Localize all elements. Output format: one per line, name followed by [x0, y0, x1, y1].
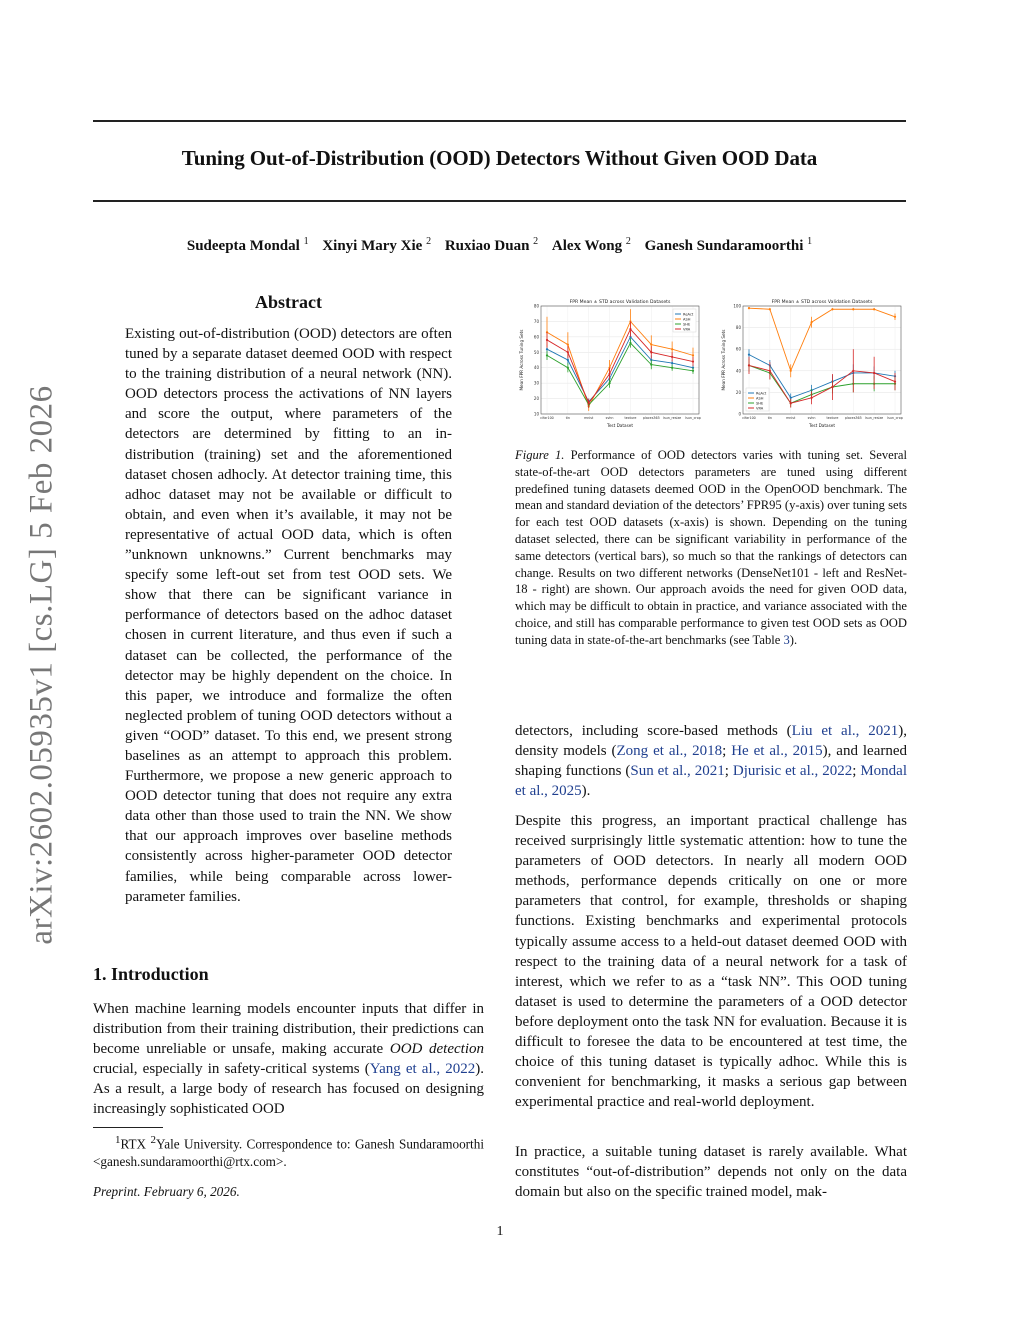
- body-text: detectors, including score-based methods (: [515, 723, 792, 739]
- x-tick-label: texture: [624, 416, 637, 420]
- author: [322, 238, 431, 254]
- footnote: [93, 1131, 484, 1171]
- data-point: [692, 360, 694, 362]
- figure-label: Figure 1.: [515, 448, 565, 462]
- data-point: [810, 397, 812, 399]
- body-paragraph: In practice, a suitable tuning dataset is rarely available. What constitutes “out-of-distribution” depends not only on the data domain but also on the specific trained model, mak-: [515, 1144, 907, 1201]
- data-point: [748, 307, 750, 309]
- data-point: [567, 343, 569, 345]
- author: [645, 238, 813, 254]
- legend-label: ReAct: [683, 312, 694, 317]
- legend-label: SHE: [683, 322, 691, 327]
- body-text: ), and learned shaping functions (: [515, 743, 908, 780]
- legend-label: ReAct: [756, 391, 767, 396]
- legend-label: ASH: [683, 317, 691, 322]
- author-name: Xinyi Mary Xie: [322, 238, 423, 254]
- author-affiliation: 2: [426, 236, 432, 247]
- footnote-sup: 2: [150, 1134, 157, 1146]
- data-point: [692, 354, 694, 356]
- body-text: ;: [722, 743, 732, 760]
- x-tick-label: mnist: [786, 416, 796, 420]
- data-point: [546, 354, 548, 356]
- y-tick-label: 0: [738, 411, 741, 417]
- intro-text: ). As a result, a large body of research has focused on designing increasingly sophisticated OOD: [93, 1061, 485, 1118]
- x-tick-label: lsun_resize: [865, 416, 884, 420]
- author: [552, 238, 631, 254]
- title-bottom-rule: [93, 200, 906, 202]
- citation-link[interactable]: Mondal et al., 2025: [515, 763, 908, 800]
- figure-1: [515, 296, 907, 444]
- chart-title: FPR Mean ± STD across Validation Datasets: [771, 300, 873, 305]
- data-point: [650, 364, 652, 366]
- author: [187, 238, 309, 254]
- data-point: [831, 386, 833, 388]
- y-tick-label: 20: [533, 396, 539, 402]
- data-point: [567, 367, 569, 369]
- author-affiliation: 1: [807, 236, 813, 247]
- data-point: [629, 328, 631, 330]
- table-ref-link[interactable]: 3: [783, 632, 790, 647]
- body-text: ;: [852, 763, 861, 780]
- footnote-text: RTX: [120, 1136, 151, 1152]
- footnote-rule: [93, 1127, 163, 1128]
- citation-link[interactable]: He et al., 2015: [731, 743, 823, 760]
- series-line: [749, 308, 895, 371]
- footnote-sup: 1: [115, 1134, 121, 1146]
- body-paragraph: Despite this progress, an important practical challenge has received surprisingly little systematic attention: how to tune the parameters of OOD detectors. In nearly all modern OOD methods, performance depends critically on one or more parameters that control, for example, thresholds or shaping functions. Existing benchmarks and experimental protocols typically assume access to a held-out dataset deemed OOD with respect to the training data of a neural network for a task of interest, which we refer to as a “task NN”. This OOD tuning dataset is used to determine the parameters of a OOD detector before deployment onto the task NN for evaluation. Because it is difficult to foresee the data to be encountered at test time, the choice of this tuning dataset is typically adhoc. While this is convenient for benchmarking, it masks a serious gap between experimental practice and real-world deployment.: [515, 813, 907, 1111]
- y-tick-label: 10: [533, 411, 539, 417]
- y-axis-label: Mean FPR Across Tuning Sets: [721, 329, 726, 391]
- x-tick-label: svhn: [807, 416, 816, 420]
- x-tick-label: tin: [565, 416, 571, 420]
- y-tick-label: 50: [533, 349, 539, 355]
- footnote-text: Yale University. Correspondence to: Ganesh Sundaramoorthi <ganesh.sundaramoorthi@rtx.com>.: [93, 1136, 484, 1170]
- legend-label: VRA: [683, 327, 691, 332]
- data-point: [671, 362, 673, 364]
- data-point: [671, 356, 673, 358]
- data-point: [852, 308, 854, 310]
- x-tick-label: tin: [767, 416, 773, 420]
- data-point: [894, 381, 896, 383]
- x-tick-label: lsun_crop: [887, 416, 903, 420]
- abstract-body: Existing out-of-distribution (OOD) detectors are often tuned by a separate dataset deemed OOD with respect to the training distribution of a neural network (NN). OOD detectors process the activations of NN layers and score the output, where parameters of the detectors are determined by fitting to an in-distribution (training) set and the aforementioned dataset chosen adhocly. At detector training time, this adhoc dataset may not be available or difficult to obtain, and even when it’s available, it may not be representative of actual OOD data, which is often ”unknown unknowns.” Current benchmarks may specify some left-out set from test OOD sets. We show that there can be significant variance in performance of detectors based on the adhoc dataset chosen in current literature, and thus even if such a dataset can be collected, the performance of the detector may be highly dependent on the choice. In this paper, we introduce and formalize the often neglected problem of tuning OOD detectors without a given “OOD” dataset. To this end, we present strong baselines as an attempt to approach this problem. Furthermore, we propose a new generic approach to OOD detector tuning that does not require any extra data other than those used to train the NN. We show that our approach improves over baseline methods consistently across higher-parameter OOD detector families, while being comparable across lower-parameter families.: [125, 326, 452, 905]
- paper-title: Tuning Out-of-Distribution (OOD) Detectors Without Given OOD Data: [181, 146, 818, 170]
- data-point: [608, 382, 610, 384]
- y-tick-label: 60: [735, 346, 741, 352]
- author-name: Alex Wong: [551, 238, 623, 254]
- data-point: [873, 372, 875, 374]
- citation-link[interactable]: Djurisic et al., 2022: [732, 763, 853, 780]
- author-name: Sudeepta Mondal: [186, 238, 300, 254]
- intro-paragraph: [93, 999, 484, 1120]
- x-tick-label: texture: [826, 416, 839, 420]
- y-tick-label: 40: [735, 368, 741, 374]
- data-point: [567, 359, 569, 361]
- chart-title: FPR Mean ± STD across Validation Datasets: [569, 300, 671, 305]
- x-tick-label: places365: [642, 416, 660, 420]
- author: [445, 238, 538, 254]
- x-tick-label: places365: [844, 416, 862, 420]
- y-tick-label: 40: [533, 365, 539, 371]
- x-tick-label: cifar100: [742, 416, 756, 420]
- citation-link[interactable]: Zong et al., 2018: [616, 743, 723, 760]
- author-name: Ganesh Sundaramoorthi: [644, 238, 804, 254]
- data-point: [831, 308, 833, 310]
- data-point: [790, 402, 792, 404]
- data-point: [810, 321, 812, 323]
- legend-label: ASH: [756, 396, 764, 401]
- y-tick-label: 60: [533, 334, 539, 340]
- data-point: [692, 370, 694, 372]
- author-name: Ruxiao Duan: [444, 238, 530, 254]
- y-tick-label: 80: [533, 303, 539, 309]
- x-axis-label: Test Dataset: [809, 423, 835, 428]
- page-number: 1: [496, 1224, 504, 1239]
- y-tick-label: 30: [533, 380, 539, 386]
- data-point: [748, 354, 750, 356]
- chart-resnet: [717, 296, 907, 444]
- data-point: [588, 402, 590, 404]
- author-affiliation: 1: [303, 236, 309, 247]
- legend-label: SHE: [756, 401, 764, 406]
- data-point: [873, 308, 875, 310]
- chart-densenet: [515, 296, 705, 444]
- data-point: [629, 342, 631, 344]
- y-tick-label: 70: [533, 318, 539, 324]
- citation-link[interactable]: Yang et al., 2022: [369, 1061, 476, 1078]
- figure-caption-text: Performance of OOD detectors varies with tuning set. Several state-of-the-art OOD detectors parameters are tuned using different predefined tuning datasets deemed OOD in the OpenOOD benchmark. The mean and standard deviation of the detectors’ FPR95 (y-axis) over tuning sets for each test OOD datasets (x-axis) is shown. Depending on the tuning dataset selected, there can be significant variability in performance of the same detectors (vertical bars), so much so that the rankings of detectors can change. Results on two different networks (DenseNet101 - left and ResNet-18 - right) are shown. Our approach avoids the need for given OOD data, which may be difficult to obtain in practice, and variance associated with the choice, and still has comparable performance to given test OOD sets as OOD tuning data in state-of-the-art benchmarks (see Table: [515, 448, 907, 647]
- data-point: [894, 316, 896, 318]
- author-list: [93, 236, 906, 255]
- data-point: [790, 397, 792, 399]
- abstract-heading: Abstract: [255, 292, 322, 312]
- y-tick-label: 100: [733, 303, 741, 309]
- body-text: ), density models (: [515, 723, 907, 760]
- data-point: [852, 370, 854, 372]
- x-tick-label: lsun_resize: [663, 416, 682, 420]
- data-point: [790, 370, 792, 372]
- x-tick-label: svhn: [605, 416, 614, 420]
- series-line: [547, 329, 693, 403]
- intro-paragraph-continued: [515, 721, 907, 801]
- data-point: [671, 348, 673, 350]
- data-point: [546, 348, 548, 350]
- intro-text: When machine learning models encounter inputs that differ in distribution from their training distribution, their predictions can become unreliable or unsafe, making accurate: [93, 1001, 484, 1058]
- data-point: [567, 351, 569, 353]
- author-affiliation: 2: [625, 236, 631, 247]
- figure-caption: [515, 447, 907, 649]
- data-point: [650, 351, 652, 353]
- top-rule: [93, 120, 906, 122]
- y-axis-label: Mean FPR Across Tuning Sets: [519, 329, 524, 391]
- citation-link[interactable]: Sun et al., 2021: [630, 763, 725, 780]
- preprint-note: Preprint. February 6, 2026.: [93, 1184, 240, 1199]
- body-text: ).: [581, 783, 591, 800]
- data-point: [608, 373, 610, 375]
- data-point: [769, 308, 771, 310]
- y-tick-label: 80: [735, 325, 741, 331]
- author-affiliation: 2: [533, 236, 539, 247]
- intro-emphasis: OOD detection: [389, 1041, 484, 1058]
- citation-link[interactable]: Liu et al., 2021: [791, 723, 899, 739]
- legend-label: VRA: [756, 406, 764, 411]
- section-heading-introduction: 1. Introduction: [93, 964, 209, 984]
- x-axis-label: Test Dataset: [607, 423, 633, 428]
- arxiv-identifier-text: arXiv:2602.05935v1 [cs.LG] 5 Feb 2026: [23, 385, 60, 945]
- data-point: [650, 343, 652, 345]
- figure-caption-end: ).: [789, 632, 798, 647]
- data-point: [671, 367, 673, 369]
- body-text: ;: [724, 763, 733, 780]
- y-tick-label: 20: [735, 389, 741, 395]
- x-tick-label: mnist: [584, 416, 594, 420]
- data-point: [546, 339, 548, 341]
- x-tick-label: lsun_crop: [685, 416, 701, 420]
- x-tick-label: cifar100: [540, 416, 554, 420]
- data-point: [748, 364, 750, 366]
- intro-text: crucial, especially in safety-critical systems (: [93, 1061, 370, 1078]
- data-point: [769, 370, 771, 372]
